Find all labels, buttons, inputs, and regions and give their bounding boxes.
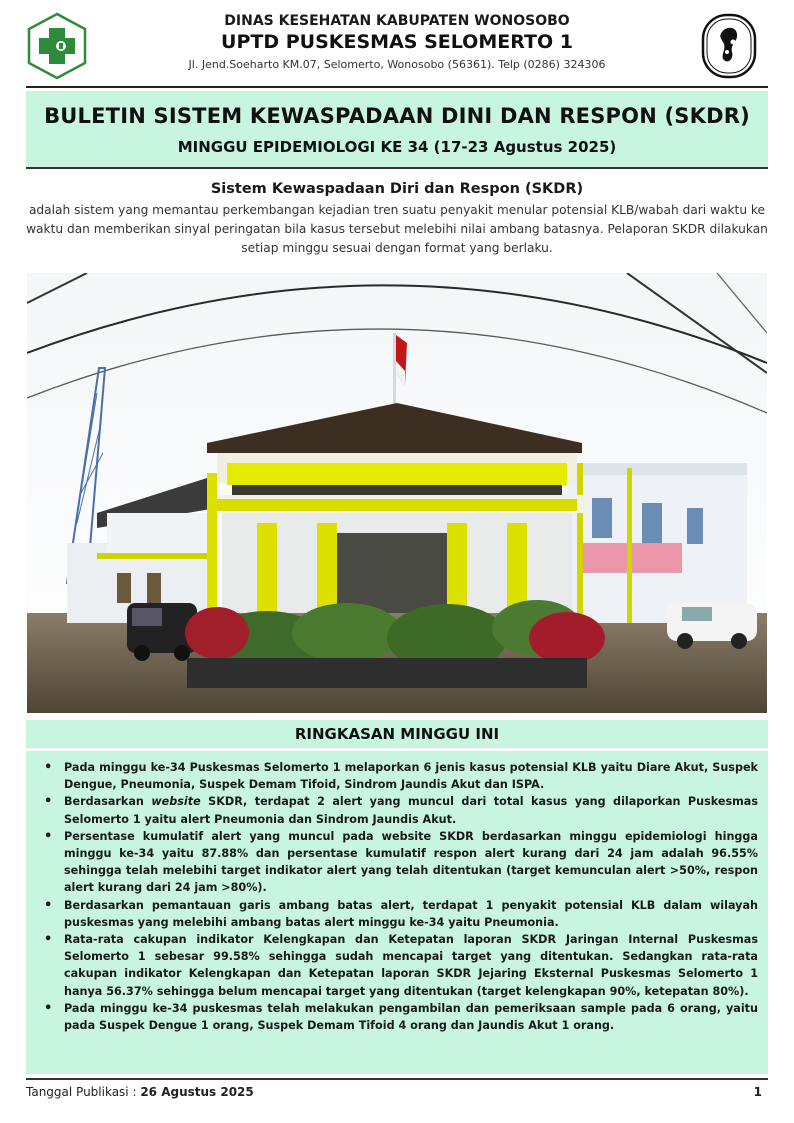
summary-list-box xyxy=(26,751,768,1074)
footer-divider xyxy=(26,1078,768,1080)
bulletin-subtitle: MINGGU EPIDEMIOLOGI KE 34 (17-23 Agustus 2025) xyxy=(177,138,617,156)
list-item: • Pada minggu ke-34 puskesmas telah melakukan pengambilan dan pemeriksaan sample pada 6 orang, yaitu pada Suspek Dengue 1 orang, Suspek Demam Tifoid 4 orang dan Jaundis Akut 1 orang. xyxy=(36,1000,758,1034)
surveilans-epidemiologi-logo xyxy=(700,12,758,80)
list-item: • Berdasarkan pemantauan garis ambang batas alert, terdapat 1 penyakit potensial KLB dalam wilayah puskesmas yang melebihi ambang batas alert minggu ke-34 yaitu Pneumonia. xyxy=(36,897,758,931)
item-text: SKDR, terdapat 2 alert yang muncul dari total kasus yang dilaporkan Puskesmas Selomerto 1 yaitu alert Pneumonia dan Sindrom Jaundis Akut. xyxy=(64,795,758,826)
health-cross-logo xyxy=(26,12,88,80)
letterhead-text xyxy=(100,12,694,73)
puskesmas-building-photo xyxy=(27,273,767,713)
address: Jl. Jend.Soeharto KM.07, Selomerto, Wonosobo (56361). Telp (0286) 324306 xyxy=(188,58,606,71)
summary-heading-band xyxy=(26,720,768,748)
intro-heading: Sistem Kewaspadaan Diri dan Respon (SKDR) xyxy=(210,181,584,197)
publication-date: 26 Agustus 2025 xyxy=(140,1085,254,1099)
footer xyxy=(26,1083,768,1103)
unit-name: UPTD PUSKESMAS SELOMERTO 1 xyxy=(221,31,573,53)
letterhead xyxy=(0,0,794,88)
list-item: • Persentase kumulatif alert yang muncul pada website SKDR berdasarkan minggu epidemiologi hingga minggu ke-34 yaitu 87.88% dan persentase kumulatif respon alert kurang dari 24 jam adalah 96.55% sehingga telah melebihi target indikator alert yang telah ditentukan (target kemunculan alert >50%, respon alert kurang dari 24 jam >80%). xyxy=(36,828,758,897)
item-emphasis: website xyxy=(151,795,201,809)
summary-list xyxy=(36,759,758,1034)
item-text: Berdasarkan xyxy=(64,795,152,809)
header-divider xyxy=(26,86,768,88)
summary-title: RINGKASAN MINGGU INI xyxy=(294,725,500,743)
list-item xyxy=(36,793,758,827)
bulletin-title-band xyxy=(26,91,768,169)
intro-body: adalah sistem yang memantau perkembangan kejadian tren suatu penyakit menular potensial KLB/wabah dari waktu ke waktu dan memberikan sinyal peringatan bila kasus tersebut melebihi nilai ambang batasnya. Pelaporan SKDR dilakukan setiap minggu sesuai dengan format yang berlaku. xyxy=(26,203,768,255)
list-item: • Pada minggu ke-34 Puskesmas Selomerto 1 melaporkan 6 jenis kasus potensial KLB yaitu Diare Akut, Suspek Dengue, Pneumonia, Suspek Demam Tifoid, Sindrom Jaundis Akut dan ISPA. xyxy=(36,759,758,793)
bulletin-title: BULETIN SISTEM KEWASPADAAN DINI DAN RESPON (SKDR) xyxy=(44,104,750,128)
page-number: 1 xyxy=(753,1085,762,1099)
list-item: • Rata-rata cakupan indikator Kelengkapan dan Ketepatan laporan SKDR Jaringan Internal Puskesmas Selomerto 1 sebesar 99.58% sehingga sudah mencapai target yang ditentukan. Sedangkan rata-rata cakupan indikator Kelengkapan dan Ketepatan laporan SKDR Jejaring Eksternal Puskesmas Selomerto 1 hanya 56.37% sehingga belum mencapai target yang ditentukan (target kelengkapan 90%, ketepatan 80%). xyxy=(36,931,758,1000)
intro-section xyxy=(26,178,768,258)
publication-label: Tanggal Publikasi : xyxy=(26,1085,141,1099)
agency-name: DINAS KESEHATAN KABUPATEN WONOSOBO xyxy=(224,13,570,29)
